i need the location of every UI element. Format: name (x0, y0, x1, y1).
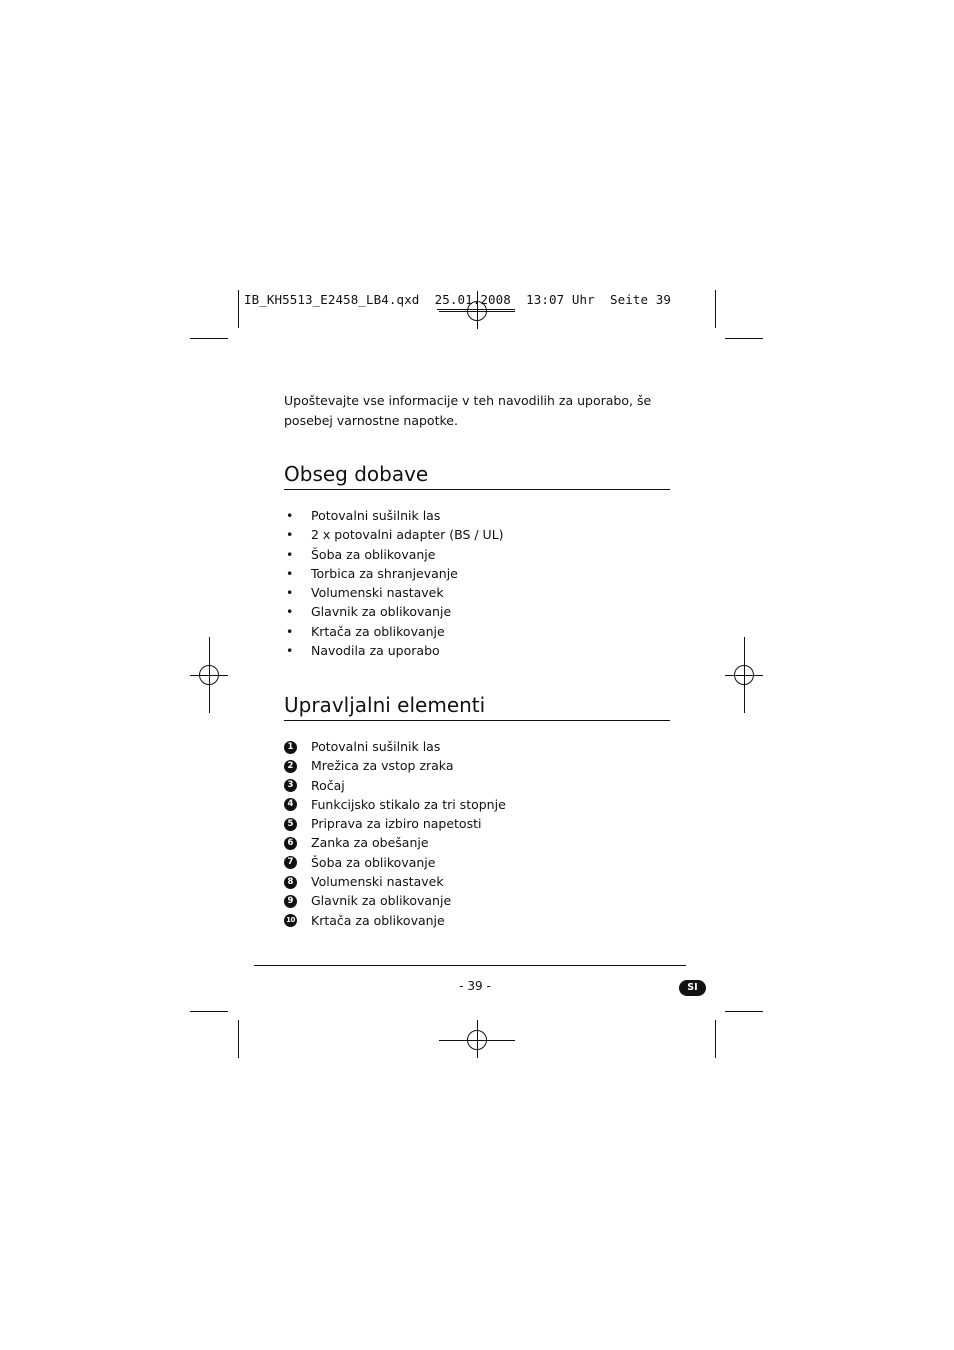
number-badge: 10 (284, 914, 297, 927)
list-item: • Krtača za oblikovanje (286, 623, 445, 639)
intro-text: Upoštevajte vse informacije v teh navodilih za uporabo, še posebej varnostne napotke. (284, 393, 652, 428)
crop-mark (725, 1011, 763, 1012)
list-item: 6 Zanka za obešanje (284, 833, 506, 852)
scope-list (284, 506, 504, 660)
crop-mark (715, 290, 716, 328)
language-badge: SI (679, 980, 706, 996)
list-item: 9 Glavnik za oblikovanje (284, 891, 506, 910)
list-item: • Torbica za shranjevanje (286, 565, 458, 581)
list-item: • Volumenski nastavek (286, 585, 444, 601)
number-badge: 3 (284, 779, 297, 792)
section-title-scope: Obseg dobave (284, 462, 429, 486)
number-badge: 1 (284, 741, 297, 754)
crop-mark (190, 1011, 228, 1012)
list-item: 1 Potovalni sušilnik las (284, 737, 506, 756)
slug-underline (437, 309, 515, 310)
list-item: • Šoba za oblikovanje (286, 546, 436, 562)
print-slug: IB_KH5513_E2458_LB4.qxd 25.01.2008 13:07 Uhr Seite 39 (244, 292, 672, 307)
list-item: • Potovalni sušilnik las (286, 508, 441, 523)
crop-mark (725, 338, 763, 339)
list-item: 2 Mrežica za vstop zraka (284, 756, 506, 775)
list-item: • Glavnik za oblikovanje (286, 604, 452, 620)
number-badge: 4 (284, 798, 297, 811)
crop-mark (238, 290, 239, 328)
list-item: 8 Volumenski nastavek (284, 872, 506, 891)
footer-rule (254, 965, 686, 966)
section-rule (284, 489, 670, 490)
crop-mark (715, 1020, 716, 1058)
number-badge: 8 (284, 876, 297, 889)
number-badge: 5 (284, 818, 297, 831)
number-badge: 6 (284, 837, 297, 850)
list-item: 10 Krtača za oblikovanje (284, 911, 506, 930)
list-item: • 2 x potovalni adapter (BS / UL) (286, 527, 504, 543)
list-item: 3 Ročaj (284, 776, 506, 795)
number-badge: 9 (284, 895, 297, 908)
number-badge: 7 (284, 856, 297, 869)
list-item: • Navodila za uporabo (286, 643, 440, 659)
controls-list (284, 737, 506, 930)
page-number: - 39 - (459, 979, 491, 993)
crop-mark (238, 1020, 239, 1058)
list-item: 5 Priprava za izbiro napetosti (284, 814, 506, 833)
section-rule (284, 720, 670, 721)
crop-mark (190, 338, 228, 339)
list-item: 4 Funkcijsko stikalo za tri stopnje (284, 795, 506, 814)
number-badge: 2 (284, 760, 297, 773)
list-item: 7 Šoba za oblikovanje (284, 853, 506, 872)
section-title-controls: Upravljalni elementi (284, 693, 486, 717)
